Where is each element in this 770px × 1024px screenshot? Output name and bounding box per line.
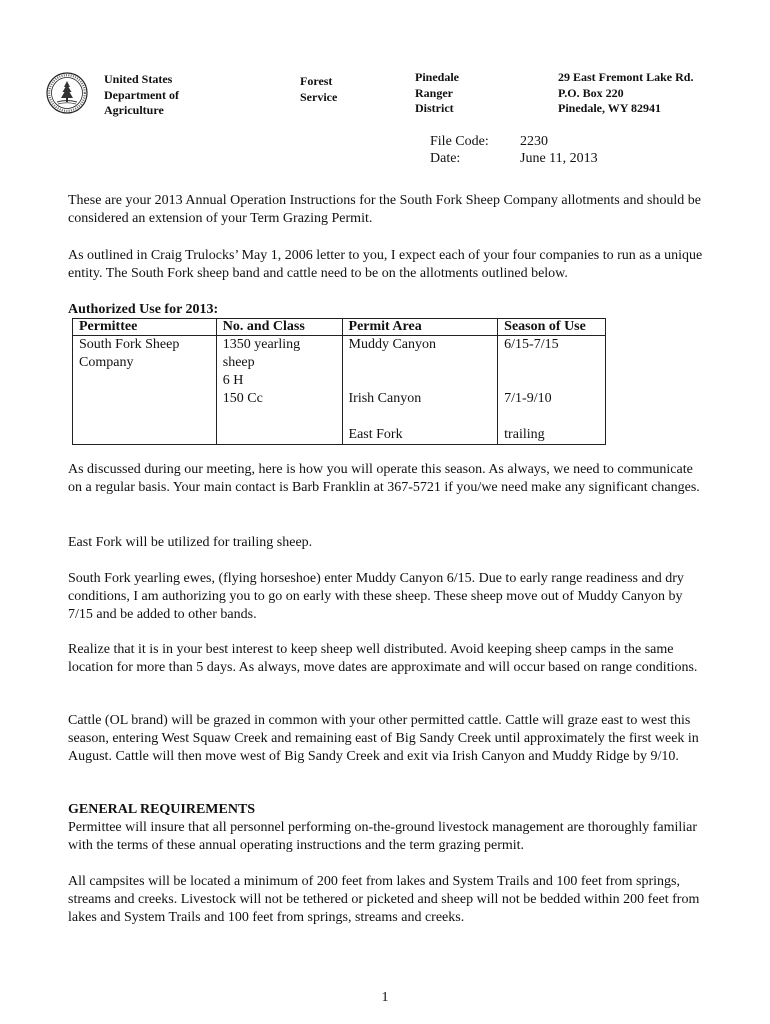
permittee-line: Company: [79, 355, 134, 370]
authorized-use-heading: Authorized Use for 2013:: [68, 302, 219, 317]
class-line: 6 H: [222, 373, 244, 388]
table-row: [73, 336, 606, 445]
file-code-value: 2230: [520, 134, 548, 149]
district-line: Ranger: [415, 85, 453, 100]
usda-seal-icon: [46, 72, 88, 114]
permittee-line: South Fork Sheep: [79, 337, 180, 352]
agency-line: Agriculture: [104, 103, 164, 117]
district-line: Pinedale: [415, 70, 459, 84]
permittee-cell: [73, 336, 217, 445]
district-block: [415, 70, 459, 117]
agency-line: United States: [104, 72, 173, 86]
east-fork-paragraph: East Fork will be utilized for trailing sheep.: [68, 535, 313, 550]
date-label: Date:: [430, 151, 461, 166]
class-line: 150 Cc: [222, 391, 263, 406]
column-header: Permit Area: [342, 319, 498, 336]
service-line: Service: [300, 89, 338, 104]
authorized-use-table: [72, 318, 606, 445]
discussed-paragraph: As discussed during our meeting, here is how you will operate this season. As always, we need to communicate on a regular basis. Your main contact is Barb Franklin at 367-5721 if you/we need make any significant changes.: [68, 462, 700, 496]
address-line: 29 East Fremont Lake Rd.: [558, 70, 694, 84]
general-requirements-paragraph: Permittee will insure that all personnel performing on-the-ground livestock management are thoroughly familiar with the terms of these annual operating instructions and the term grazing permit.: [68, 820, 698, 854]
realize-paragraph: Realize that it is in your best interest to keep sheep well distributed. Avoid keeping sheep camps in the same location for more than 5 days. As always, move dates are approximate and will occur based on range conditions.: [68, 642, 698, 676]
file-code-label: File Code:: [430, 134, 489, 149]
season-cell: [498, 336, 606, 445]
intro-paragraph: These are your 2013 Annual Operation Instructions for the South Fork Sheep Company allotments and should be considered an extension of your Term Grazing Permit.: [68, 193, 702, 227]
page-number: 1: [381, 990, 389, 1005]
address-line: Pinedale, WY 82941: [558, 101, 662, 115]
agency-line: Department of: [104, 87, 179, 102]
outline-paragraph: As outlined in Craig Trulocks’ May 1, 2006 letter to you, I expect each of your four companies to run as a unique entity. The South Fork sheep band and cattle need to be on the allotments outlined below.: [68, 248, 703, 282]
permit-area: East Fork: [348, 427, 403, 442]
column-header: No. and Class: [216, 319, 342, 336]
cattle-paragraph: Cattle (OL brand) will be grazed in common with your other permitted cattle. Cattle will graze east to west this season, entering West Squaw Creek and remaining east of Big Sandy Creek until approximately the first week in August. Cattle will then move west of Big Sandy Creek and exit via Irish Canyon and Muddy Ridge by 9/10.: [68, 713, 699, 765]
season-of-use: 6/15-7/15: [504, 337, 559, 352]
class-line: sheep: [222, 355, 255, 370]
district-line: District: [415, 101, 454, 115]
class-cell: [216, 336, 342, 445]
column-header: Permittee: [73, 319, 217, 336]
south-fork-paragraph: South Fork yearling ewes, (flying horseshoe) enter Muddy Canyon 6/15. Due to early range readiness and dry conditions, I am authorizing you to go on early with these sheep. These sheep move out of Muddy Canyon by 7/15 and be added to other bands.: [68, 571, 684, 623]
campsites-paragraph: All campsites will be located a minimum of 200 feet from lakes and System Trails and 100 feet from springs, streams and creeks. Livestock will not be tethered or picketed and sheep will not be bedded within 200 feet from lakes and System Trails and 100 feet from springs, streams and creeks.: [68, 874, 700, 926]
date-value: June 11, 2013: [520, 151, 598, 166]
table-header-row: [73, 319, 606, 336]
general-requirements-heading: GENERAL REQUIREMENTS: [68, 802, 256, 817]
season-of-use: trailing: [504, 427, 545, 442]
agency-block: [104, 72, 179, 119]
column-header: Season of Use: [498, 319, 606, 336]
service-line: Forest: [300, 74, 333, 88]
service-block: [300, 74, 337, 105]
address-block: [558, 70, 693, 117]
class-line: 1350 yearling: [222, 337, 301, 352]
permit-area: Irish Canyon: [348, 391, 422, 406]
season-of-use: 7/1-9/10: [504, 391, 552, 406]
address-line: P.O. Box 220: [558, 85, 624, 100]
permit-area: Muddy Canyon: [348, 337, 437, 352]
permit-area-cell: [342, 336, 498, 445]
